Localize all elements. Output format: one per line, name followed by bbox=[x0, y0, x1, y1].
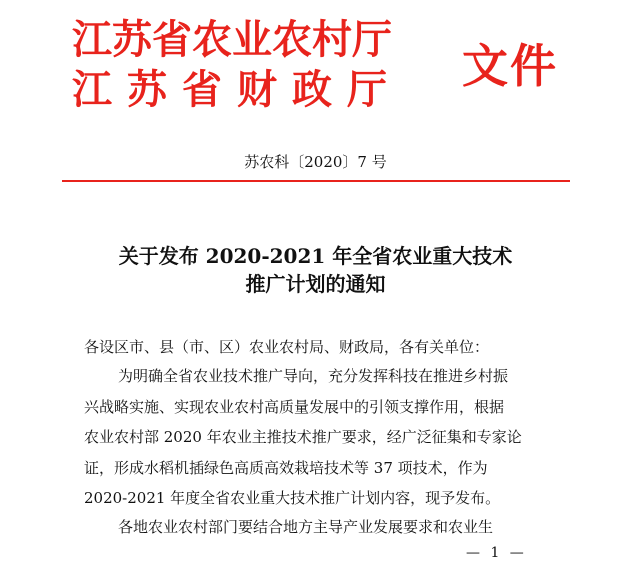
salutation: 各设区市、县（市、区）农业农村局、财政局，各有关单位： bbox=[84, 338, 490, 356]
paragraph-1-line: 兴战略实施、实现农业农村高质量发展中的引领支撑作用，根据 bbox=[84, 398, 505, 416]
document-title-line-1: 关于发布 2020-2021 年全省农业重大技术 bbox=[118, 244, 513, 268]
issuer-name-agriculture-dept: 江苏省农业农村厅 bbox=[72, 17, 392, 63]
issuer-name-finance-dept: 江苏省财政厅 bbox=[72, 67, 402, 113]
document-type-label: 文件 bbox=[462, 39, 558, 93]
paragraph-1-line: 为明确全省农业技术推广导向，充分发挥科技在推进乡村振 bbox=[118, 367, 509, 385]
paragraph-1-line: 农业农村部 2020 年农业主推技术推广要求，经广泛征集和专家论 bbox=[84, 428, 522, 446]
paragraph-2-line: 各地农业农村部门要结合地方主导产业发展要求和农业生 bbox=[118, 518, 494, 536]
paragraph-1-line: 2020-2021 年度全省农业重大技术推广计划内容，现予发布。 bbox=[84, 489, 501, 507]
document-title bbox=[0, 242, 631, 298]
paragraph-1-line: 证，形成水稻机插绿色高质高效栽培技术等 37 项技术，作为 bbox=[84, 459, 488, 477]
document-title-line-2: 推广计划的通知 bbox=[245, 272, 386, 296]
header-divider-line bbox=[62, 180, 570, 182]
page-number: — 1 — bbox=[466, 545, 527, 561]
document-number: 苏农科〔2020〕7 号 bbox=[244, 153, 387, 171]
